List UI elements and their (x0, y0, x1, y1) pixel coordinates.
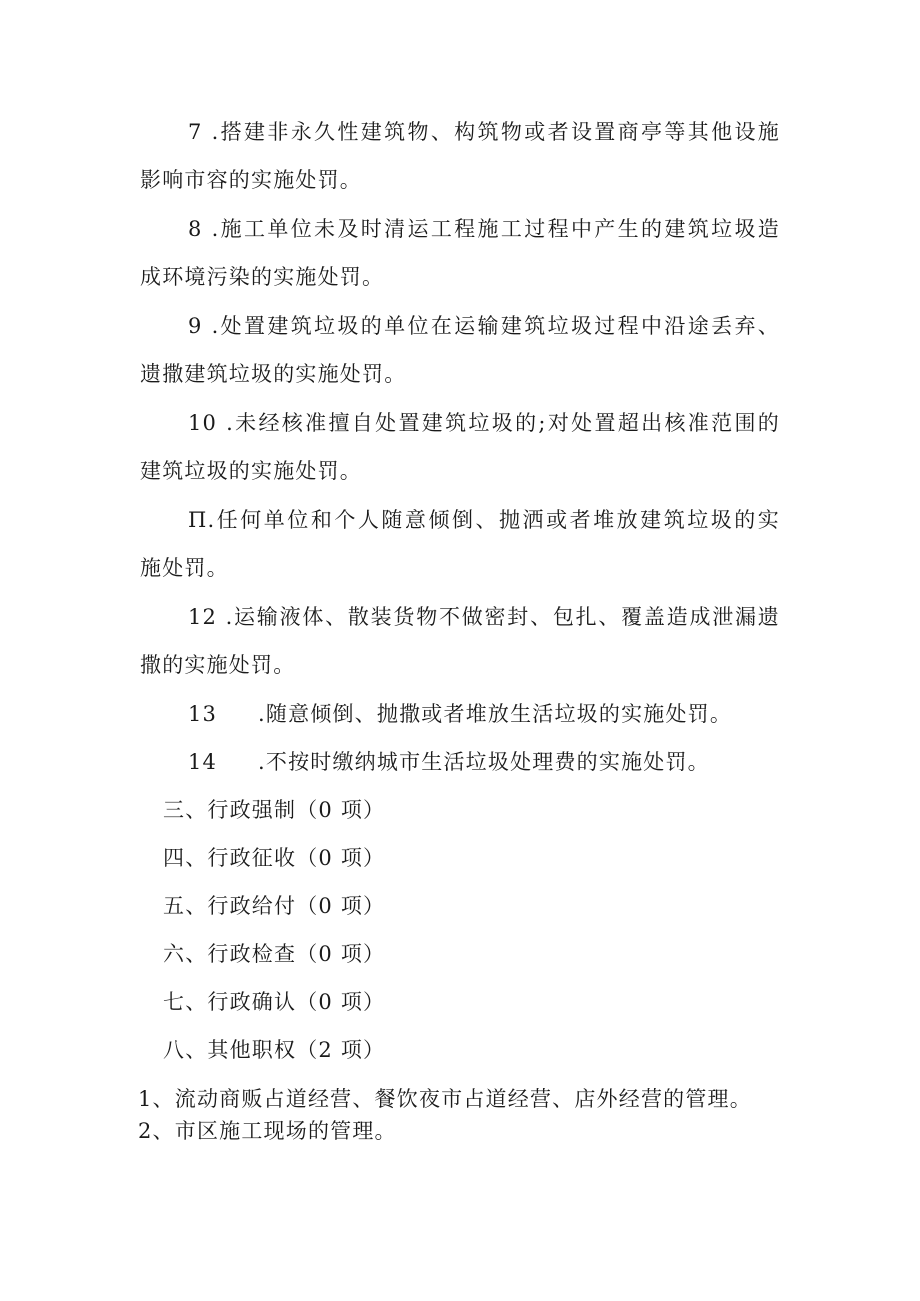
item-12-line-2: 撒的实施处罚。 (140, 653, 296, 677)
other-power-item-2: 2、市区施工现场的管理。 (138, 1119, 397, 1143)
item-11-line-1: Π.任何单位和个人随意倾倒、抛洒或者堆放建筑垃圾的实 (188, 508, 780, 532)
item-14-text: .不按时缴纳城市生活垃圾处理费的实施处罚。 (258, 750, 710, 774)
item-11-line-2: 施处罚。 (140, 556, 229, 580)
section-heading-other-powers: 八、其他职权（2 项） (163, 1038, 386, 1062)
other-power-item-1: 1、流动商贩占道经营、餐饮夜市占道经营、店外经营的管理。 (138, 1087, 752, 1111)
item-9-line-2: 遗撒建筑垃圾的实施处罚。 (140, 362, 407, 386)
item-13-text: .随意倾倒、抛撒或者堆放生活垃圾的实施处罚。 (258, 702, 733, 726)
section-heading-administrative-inspection: 六、行政检查（0 项） (163, 942, 386, 966)
item-14-number: 14 (188, 750, 218, 774)
item-7-line-1: 7 .搭建非永久性建筑物、构筑物或者设置商亭等其他设施 (188, 120, 780, 144)
item-8-line-2: 成环境污染的实施处罚。 (140, 265, 385, 289)
item-9-line-1: 9 .处置建筑垃圾的单位在运输建筑垃圾过程中沿途丢弃、 (188, 314, 780, 338)
section-heading-administrative-enforcement: 三、行政强制（0 项） (163, 798, 386, 822)
section-heading-administrative-levy: 四、行政征收（0 项） (163, 846, 386, 870)
item-12-line-1: 12 .运输液体、散装货物不做密封、包扎、覆盖造成泄漏遗 (188, 605, 780, 629)
section-heading-administrative-payment: 五、行政给付（0 项） (163, 894, 386, 918)
item-10-line-2: 建筑垃圾的实施处罚。 (140, 459, 362, 483)
item-13-number: 13 (188, 702, 218, 726)
item-7-line-2: 影响市容的实施处罚。 (140, 168, 362, 192)
section-heading-administrative-confirmation: 七、行政确认（0 项） (163, 990, 386, 1014)
item-8-line-1: 8 .施工单位未及时清运工程施工过程中产生的建筑垃圾造 (188, 217, 780, 241)
item-10-line-1: 10 .未经核准擅自处置建筑垃圾的;对处置超出核准范围的 (188, 411, 780, 435)
